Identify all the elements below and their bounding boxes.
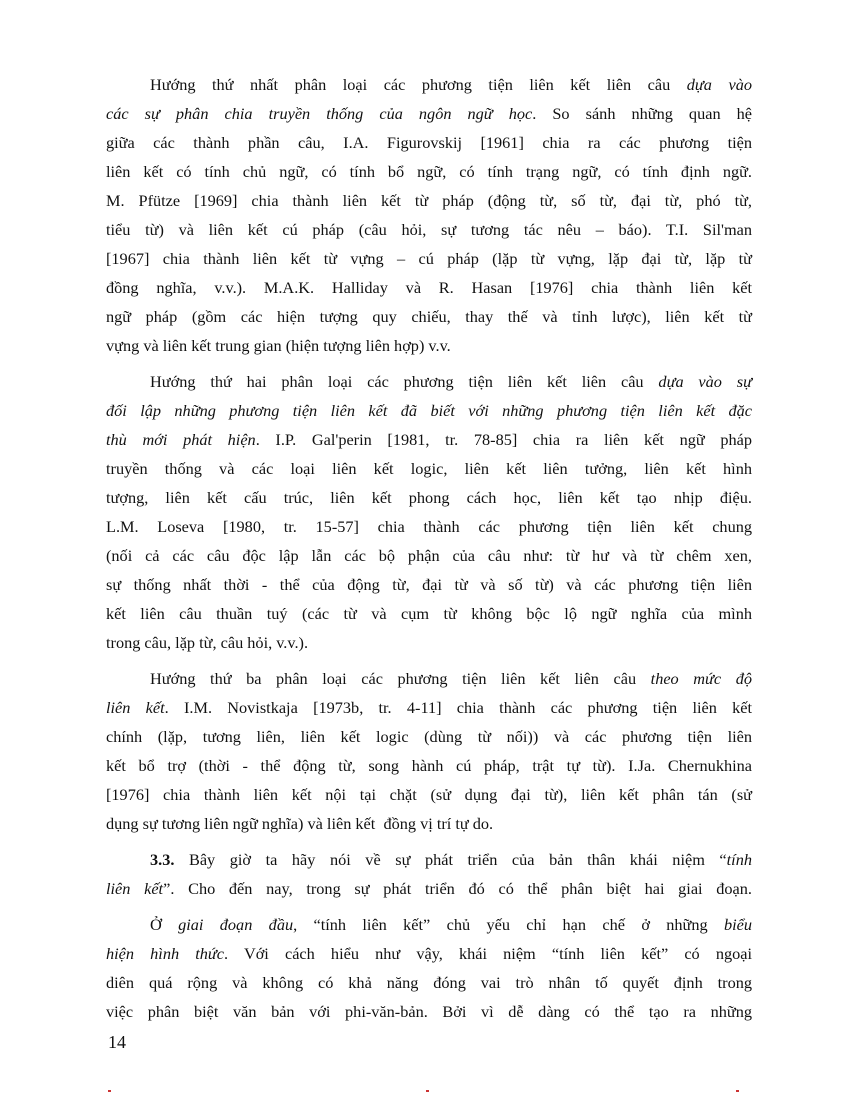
text-line: [106, 541, 752, 570]
text-segment: tượng, liên kết cấu trúc, liên kết phong cách học, liên kết tạo nhịp điệu.: [106, 488, 752, 507]
text-line: [106, 186, 752, 215]
text-segment: , “tính liên kết” chủ yếu chỉ hạn chế ở những: [293, 915, 724, 934]
text-segment: diên quá rộng và không có khả năng đóng vai trò nhân tố quyết định trong: [106, 973, 752, 992]
text-line: [106, 780, 752, 809]
text-segment: chính (lặp, tương liên, liên kết logic (dùng từ nối)) và các phương tiện liên: [106, 727, 752, 746]
text-line: [106, 425, 752, 454]
text-line: [106, 454, 752, 483]
italic-text: đối lập những phương tiện liên kết đã biết với những phương tiện liên kết đặc: [106, 401, 752, 420]
paragraph: [106, 664, 752, 838]
text-line: [106, 845, 752, 874]
italic-text: theo mức độ: [650, 669, 752, 688]
text-line: [106, 910, 752, 939]
text-segment: vựng và liên kết trung gian (hiện tượng liên hợp) v.v.: [106, 336, 451, 355]
italic-text: tính: [726, 850, 752, 869]
section-number: 3.3.: [150, 850, 175, 869]
text-line: [106, 599, 752, 628]
text-segment: ”. Cho đến nay, trong sự phát triển đó có thể phân biệt hai giai đoạn.: [163, 879, 752, 898]
text-line: [106, 128, 752, 157]
text-segment: đồng nghĩa, v.v.). M.A.K. Halliday và R. Hasan [1976] chia thành liên kết: [106, 278, 752, 297]
text-segment: [1976] chia thành liên kết nội tại chặt (sử dụng đại từ), liên kết phân tán (sử: [106, 785, 752, 804]
text-line: [106, 367, 752, 396]
paragraph: [106, 845, 752, 903]
text-line: [106, 331, 752, 360]
text-line: [106, 874, 752, 903]
text-line: [106, 302, 752, 331]
text-line: [106, 396, 752, 425]
scan-mark: [108, 1090, 111, 1092]
italic-text: liên kết: [106, 698, 165, 717]
paragraph: [106, 367, 752, 657]
text-segment: tiểu từ) và liên kết cú pháp (câu hỏi, sự tương tác nêu – báo). T.I. Sil'man: [106, 220, 752, 239]
text-segment: [1967] chia thành liên kết từ vựng – cú pháp (lặp từ vựng, lặp đại từ, lặp từ: [106, 249, 752, 268]
text-segment: giữa các thành phần câu, I.A. Figurovskij [1961] chia ra các phương tiện: [106, 133, 752, 152]
italic-text: các sự phân chia truyền thống của ngôn ngữ học: [106, 104, 533, 123]
text-segment: kết bổ trợ (thời - thể động từ, song hành cú pháp, trật tự từ). I.Ja. Chernukhina: [106, 756, 752, 775]
text-line: [106, 570, 752, 599]
text-segment: việc phân biệt văn bản với phi-văn-bản. Bởi vì dễ dàng có thể tạo ra những: [106, 1002, 752, 1021]
text-segment: sự thống nhất thời - thể của động từ, đại từ và số từ) và các phương tiện liên: [106, 575, 752, 594]
document-page: [106, 70, 752, 1033]
italic-text: thù mới phát hiện: [106, 430, 256, 449]
text-line: [106, 244, 752, 273]
text-line: [106, 968, 752, 997]
italic-text: giai đoạn đầu: [178, 915, 294, 934]
text-segment: (nối cả các câu độc lập lẫn các bộ phận của câu như: từ hư và từ chêm xen,: [106, 546, 752, 565]
text-line: [106, 809, 752, 838]
text-segment: Ở: [150, 915, 179, 934]
text-line: [106, 215, 752, 244]
italic-text: biểu: [724, 915, 753, 934]
paragraph: [106, 910, 752, 1026]
text-segment: . So sánh những quan hệ: [532, 104, 752, 123]
text-segment: Hướng thứ ba phân loại các phương tiện liên kết liên câu: [150, 669, 651, 688]
italic-text: dựa vào: [686, 75, 752, 94]
text-segment: truyền thống và các loại liên kết logic, liên kết liên tưởng, liên kết hình: [106, 459, 752, 478]
text-segment: M. Pfütze [1969] chia thành liên kết từ pháp (động từ, số từ, đại từ, phó từ,: [106, 191, 752, 210]
text-segment: . I.P. Gal'perin [1981, tr. 78-85] chia ra liên kết ngữ pháp: [255, 430, 752, 449]
text-line: [106, 751, 752, 780]
text-segment: dụng sự tương liên ngữ nghĩa) và liên kết đồng vị trí tự do.: [106, 814, 494, 833]
page-number: 14: [108, 1032, 126, 1052]
text-line: [106, 99, 752, 128]
scan-mark: [426, 1090, 429, 1092]
text-line: [106, 70, 752, 99]
text-segment: ngữ pháp (gồm các hiện tượng quy chiếu, thay thế và tỉnh lược), liên kết từ: [106, 307, 752, 326]
text-segment: . I.M. Novistkaja [1973b, tr. 4-11] chia thành các phương tiện liên kết: [164, 698, 752, 717]
text-line: [106, 722, 752, 751]
text-segment: kết liên câu thuần tuý (các từ và cụm từ không bộc lộ ngữ nghĩa của mình: [106, 604, 752, 623]
text-line: [106, 628, 752, 657]
paragraph: [106, 70, 752, 360]
text-line: [106, 997, 752, 1026]
italic-text: liên kết: [106, 879, 164, 898]
text-line: [106, 273, 752, 302]
text-segment: Hướng thứ nhất phân loại các phương tiện liên kết liên câu: [150, 75, 687, 94]
text-segment: trong câu, lặp từ, câu hỏi, v.v.).: [106, 633, 309, 652]
text-line: [106, 157, 752, 186]
text-segment: Hướng thứ hai phân loại các phương tiện liên kết liên câu: [150, 372, 659, 391]
scan-mark: [736, 1090, 739, 1092]
italic-text: dựa vào sự: [658, 372, 752, 391]
text-line: [106, 693, 752, 722]
text-line: [106, 483, 752, 512]
text-segment: Bây giờ ta hãy nói về sự phát triển của bản thân khái niệm “: [174, 850, 727, 869]
text-line: [106, 664, 752, 693]
italic-text: hiện hình thức: [106, 944, 225, 963]
text-segment: liên kết có tính chủ ngữ, có tính bổ ngữ, có tính trạng ngữ, có tính định ngữ.: [106, 162, 752, 181]
text-line: [106, 512, 752, 541]
text-segment: L.M. Loseva [1980, tr. 15-57] chia thành các phương tiện liên kết chung: [106, 517, 752, 536]
text-line: [106, 939, 752, 968]
text-segment: . Với cách hiểu như vậy, khái niệm “tính liên kết” có ngoại: [224, 944, 753, 963]
